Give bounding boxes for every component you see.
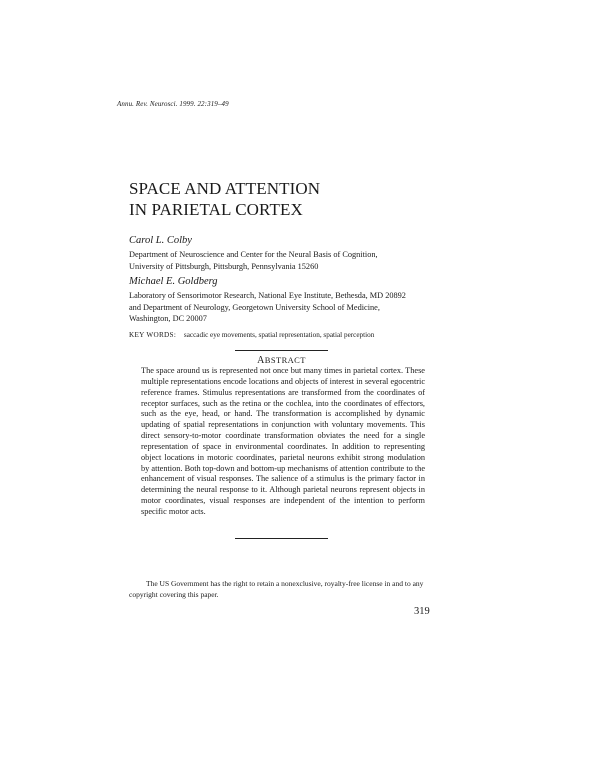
page-number: 319 bbox=[414, 606, 430, 617]
keywords-label: KEY WORDS: bbox=[129, 331, 177, 339]
abstract-text: The space around us is represented not once but many times in parietal cortex. These multiple representations encode locations and objects of interest in several egocentric reference frames. Stimulus representations are transformed from the coordinates of receptor surfaces, such as the retina or the cochlea, into the coordinates of effectors, such as the eye, head, or hand. The transformation is accomplished by dynamic updating of spatial representations in conjunction with voluntary movements. This direct sensory-to-motor coordinate transformation obviates the need for a single representation of space in environmental coordinates. In addition to representing object locations in motoric coordinates, parietal neurons exhibit strong modulation by attention. Both top-down and bottom-up mechanisms of attention contribute to the enhancement of visual responses. The salience of a stimulus is the primary factor in determining the neural response to it. Although parietal neurons represent objects in motor coordinates, visual responses are independent of the intention to perform specific motor acts. bbox=[141, 366, 425, 516]
abstract-top-rule bbox=[235, 350, 328, 351]
affiliation-line: University of Pittsburgh, Pittsburgh, Pennsylvania 15260 bbox=[129, 261, 319, 271]
title-line-1: SPACE AND ATTENTION bbox=[129, 179, 321, 198]
author-affiliation-1 bbox=[129, 249, 439, 272]
affiliation-line: Washington, DC 20007 bbox=[129, 314, 207, 324]
author-name-1: Carol L. Colby bbox=[129, 235, 192, 246]
keywords-text: saccadic eye movements, spatial representation, spatial perception bbox=[183, 331, 375, 339]
author-name-2: Michael E. Goldberg bbox=[129, 276, 218, 287]
affiliation-line: and Department of Neurology, Georgetown University School of Medicine, bbox=[129, 302, 380, 312]
title-line-2: IN PARIETAL CORTEX bbox=[129, 200, 303, 219]
abstract-heading-initial: A bbox=[257, 355, 265, 366]
author-affiliation-2 bbox=[129, 290, 439, 325]
abstract-heading bbox=[0, 355, 563, 366]
affiliation-line: Department of Neuroscience and Center for the Neural Basis of Cognition, bbox=[129, 250, 378, 259]
abstract-bottom-rule bbox=[235, 538, 328, 539]
paper-title bbox=[129, 178, 320, 220]
abstract-heading-rest: BSTRACT bbox=[264, 355, 306, 365]
affiliation-line: Laboratory of Sensorimotor Research, National Eye Institute, Bethesda, MD 20892 bbox=[129, 291, 406, 300]
journal-reference: Annu. Rev. Neurosci. 1999. 22:319–49 bbox=[117, 100, 229, 108]
keywords bbox=[129, 331, 374, 339]
footnote: The US Government has the right to retain a nonexclusive, royalty-free license in and to any copyright covering this paper. bbox=[129, 579, 424, 599]
